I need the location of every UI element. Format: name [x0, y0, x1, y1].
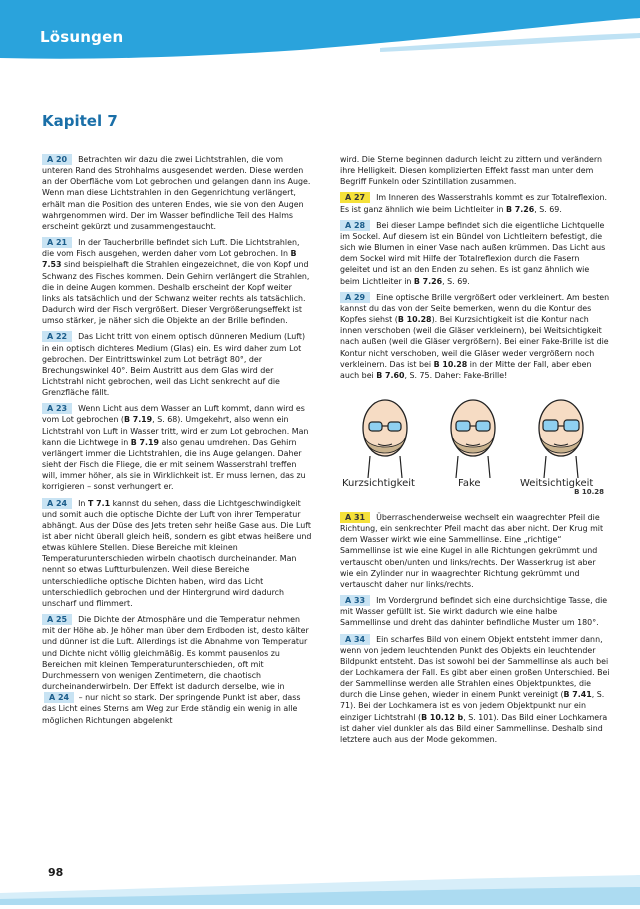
glasses-figure	[340, 386, 610, 504]
figure-reference-text: B 7.41	[563, 690, 592, 700]
answer-reference-badge: A 24	[44, 692, 74, 703]
answer-paragraph	[340, 154, 610, 187]
figure-reference-text: B 7.19	[130, 437, 159, 447]
answer-text: Wenn Licht aus dem Wasser an Luft kommt, dann wird es vom Lot gebrochen (	[42, 404, 305, 425]
answer-paragraph	[340, 634, 610, 746]
answer-paragraph	[340, 512, 610, 590]
answer-number-badge: A 29	[340, 292, 370, 303]
answer-paragraph	[340, 292, 610, 381]
chapter-title: Kapitel 7	[42, 112, 118, 130]
answer-paragraph	[42, 331, 312, 398]
answer-number-badge: A 20	[42, 154, 72, 165]
answer-text: in der Mitte der Fall, aber eben auch bei	[340, 359, 592, 380]
right-column	[340, 154, 610, 750]
answer-paragraph	[42, 614, 312, 726]
answer-number-badge: A 28	[340, 220, 370, 231]
figure-reference-text: B 7.26	[413, 276, 443, 286]
figure-label-fake: Fake	[458, 477, 481, 489]
answer-number-badge: A 31	[340, 512, 370, 523]
answer-text: Betrachten wir dazu die zwei Lichtstrahlen, die vom unteren Rand des Strohhalms ausgesendet werden. Diese werden an der Oberfläche vom Lot gebrochen und gelangen dann ins Auge. Wenn man diese Lichtstrahlen in den Gegenrichtung verlängert, erhält man die Position des unteren Endes, wie sie von den Augen wahrgenommen wird. Der im Wasser befindliche Teil des Halms erscheint gekürzt und zusammengestaucht.	[42, 155, 311, 231]
answer-text: kannst du sehen, dass die Lichtgeschwindigkeit und somit auch die optische Dichte der Luft von ihrer Temperatur abhängt. Aus der Düse des Jets treten sehr heiße Gase aus. Die Luft ist aber nicht überall gleich heiß, sondern es gibt etwas heißere und etwas kühlere Stellen. Diese Bereiche mit kleinen Temperaturunterschieden wirbeln chaotisch durcheinander. Man nennt so etwas Luftturbulenzen. Weil diese Bereiche unterschiedliche optische Dichten haben, wird das Licht unterschiedlich gebrochen und der Hintergrund wird dadurch unscharf und flimmert.	[42, 498, 312, 608]
answer-text: – nur nicht so stark. Der springende Punkt ist aber, dass das Licht eines Sterns am Weg zur Erde ständig ein wenig in alle möglichen Richtungen abgelenkt	[42, 693, 301, 725]
answer-text: ). Bei Kurzsichtigkeit ist die Kontur nach innen verschoben (weil die Gläser verkleinern), bei Weitsichtigkeit nach außen (weil die Gläser vergrößern). Bei einer Fake-Brille ist die Kontur nicht verschoben, weil die Gläser weder vergrößern noch verkleinern. Das ist bei	[340, 315, 609, 369]
answer-text: Das Licht tritt von einem optisch dünneren Medium (Luft) in ein optisch dichteres Medium (Glas) ein. Es wird daher zum Lot gebrochen. Der Eintrittswinkel zum Lot beträgt 80°, der Brechungswinkel 40°. Beim Austritt aus dem Glas wird der Lichtstrahl nicht gebrochen, weil das Licht senkrecht auf die Grenzfläche fällt.	[42, 332, 306, 398]
figure-reference-text: B 10.12 b	[421, 712, 464, 722]
answer-number-badge: A 23	[42, 403, 72, 414]
face-drawing-fake	[428, 386, 518, 478]
answer-text: Die Dichte der Atmosphäre und die Temperatur nehmen mit der Höhe ab. Je höher man über dem Erdboden ist, desto kälter und dünner ist die Luft. Allerdings ist die Abnahme von Temperatur und Dichte nicht völlig gleichmäßig. Es kommt pausenlos zu Bereichen mit kleinen Temperaturunterschieden, oft mit Durchmessern von wenigen Zentimetern, die chaotisch durcheinanderwirbeln. Der Effekt ist dadurch derselbe, wie in	[42, 615, 309, 692]
figure-reference-text: B 10.28	[433, 359, 468, 369]
answer-text: , S. 101). Das Bild einer Lochkamera ist daher viel dunkler als das Bild einer Sammellinse. Deshalb sind letztere auch aus der Mode gekommen.	[340, 712, 608, 744]
answer-text: , S. 68). Umgekehrt, also wenn ein Lichtstrahl von Luft in Wasser tritt, wird er zum Lot gebrochen. Man kann die Lichtwege in	[42, 415, 309, 447]
answer-number-badge: A 25	[42, 614, 72, 625]
footer-wave-shape	[0, 865, 640, 905]
answer-text: In der Taucherbrille befindet sich Luft. Die Lichtstrahlen, die vom Fisch ausgehen, werden daher vom Lot gebrochen. In	[42, 238, 300, 259]
answer-number-badge: A 22	[42, 331, 72, 342]
figure-reference-text: B 10.28	[397, 315, 432, 325]
figure-reference-text: B 7.26	[506, 204, 535, 214]
answer-text: Bei dieser Lampe befindet sich die eigentliche Lichtquelle im Sockel. Auf diesem ist ein Bündel von Lichtleitern befestigt, die sich wie Blumen in einer Vase nach außen krümmen. Das Licht aus dem Sockel wird mit Hilfe der Totalreflexion durch die Fasern geleitet und ist an den Enden zu sehen. Es ist ganz ähnlich wie beim Lichtleiter in	[340, 220, 606, 286]
face-drawing-kurzsichtigkeit	[340, 386, 430, 478]
right-column-bottom	[340, 512, 610, 745]
answer-number-badge: A 33	[340, 595, 370, 606]
figure-label-weitsichtigkeit: Weitsichtigkeit	[520, 477, 594, 489]
answer-text: Überraschenderweise wechselt ein waagrechter Pfeil die Richtung, ein senkrechter Pfeil macht das aber nicht. Der Krug mit dem Wasser wirkt wie eine Sammellinse. Eine „richtige“ Sammellinse ist wie eine Kugel in alle Richtungen gekrümmt und vertauscht oben/unten und links/rechts. Der Wasserkrug ist aber wie ein Zylinder nur in waagrechter Richtung gekrümmt und vertauscht daher nur links/rechts.	[340, 512, 604, 589]
face-drawing-weitsichtigkeit	[516, 386, 606, 478]
answer-paragraph	[42, 154, 312, 232]
answer-text: , S. 69.	[442, 276, 470, 286]
page-footer-wave	[0, 865, 640, 905]
figure-reference: B 10.28	[574, 487, 604, 496]
answer-text: also genau umdrehen. Das Gehirn verlängert immer die Lichtstrahlen, die ins Auge gelangen. Daher sieht der Fisch die Fliege, die er mit seinem Wasserstrahl treffen will, immer höher, als sie in Wirklichkeit ist. Er muss lernen, das zu korrigieren – sonst verhungert er.	[42, 437, 306, 492]
answer-text: Ein scharfes Bild von einem Objekt entsteht immer dann, wenn von jedem leuchtenden Punkt des Objekts ein leuchtender Bildpunkt entsteht. Das ist sowohl bei der Sammellinse als auch bei der Lochkamera der Fall. Es gibt aber einen großen Unterschied. Bei der Sammellinse werden alle Strahlen eines Objektpunktes, die durch die Linse gehen, wieder in einem Punkt vereinigt (	[340, 634, 610, 700]
left-column	[42, 154, 312, 731]
answer-text: Eine optische Brille vergrößert oder verkleinert. Am besten kannst du das von der Seite bemerken, wenn du die Kontur des Kopfes siehst (	[340, 292, 610, 325]
answer-text: In	[78, 498, 88, 508]
header-title: Lösungen	[40, 28, 124, 46]
answer-paragraph	[42, 237, 312, 326]
figure-reference-text: B 7.19	[123, 415, 153, 425]
answer-number-badge: A 34	[340, 634, 370, 645]
figure-reference-text: B 7.60	[376, 370, 405, 380]
answer-paragraph	[340, 220, 610, 287]
answer-number-badge: A 27	[340, 192, 370, 203]
answer-text: Im Inneren des Wasserstrahls kommt es zur Totalreflexion. Es ist ganz ähnlich wie beim Lichtleiter in	[340, 193, 607, 214]
answer-text: sind beispielhaft die Strahlen eingezeichnet, die von Kopf und Schwanz des Fisches kommen. Dein Gehirn verlängert die Strahlen, die in deine Augen kommen. Deshalb erscheint der Kopf weiter links als tatsächlich und der Schwanz weiter rechts als tatsächlich. Dadurch wird der Fisch vergrößert. Dieser Vergrößerungseffekt ist umso stärker, je näher sich die Objekte an der Brille befinden.	[42, 260, 310, 326]
figure-reference-text: T 7.1	[87, 498, 111, 508]
answer-number-badge: A 24	[42, 498, 72, 509]
answer-text: Im Vordergrund befindet sich eine durchsichtige Tasse, die mit Wasser gefüllt ist. Sie wirkt dadurch wie eine halbe Sammellinse und dreht das dahinter befindliche Muster um 180°.	[340, 596, 608, 628]
answer-text: , S. 71). Bei der Lochkamera ist es von jedem Objektpunkt nur ein einziger Lichtstrahl (	[340, 690, 605, 722]
answer-text: , S. 75. Daher: Fake-Brille!	[404, 370, 508, 380]
answer-paragraph	[340, 595, 610, 628]
right-column-top	[340, 154, 610, 381]
answer-number-badge: A 21	[42, 237, 72, 248]
figure-label-kurzsichtigkeit: Kurzsichtigkeit	[342, 477, 415, 489]
page-number: 98	[48, 866, 64, 879]
answer-text: wird. Die Sterne beginnen dadurch leicht zu zittern und verändern ihre Helligkeit. Diesen komplizierten Effekt fasst man unter dem Begriff Funkeln oder Szintillation zusammen.	[340, 155, 602, 187]
answer-text: , S. 69.	[534, 204, 562, 214]
figure-reference-text: B 7.53	[42, 249, 297, 270]
answer-paragraph	[42, 498, 312, 610]
page-header-banner	[0, 0, 640, 60]
answer-paragraph	[42, 403, 312, 492]
answer-paragraph	[340, 192, 610, 214]
